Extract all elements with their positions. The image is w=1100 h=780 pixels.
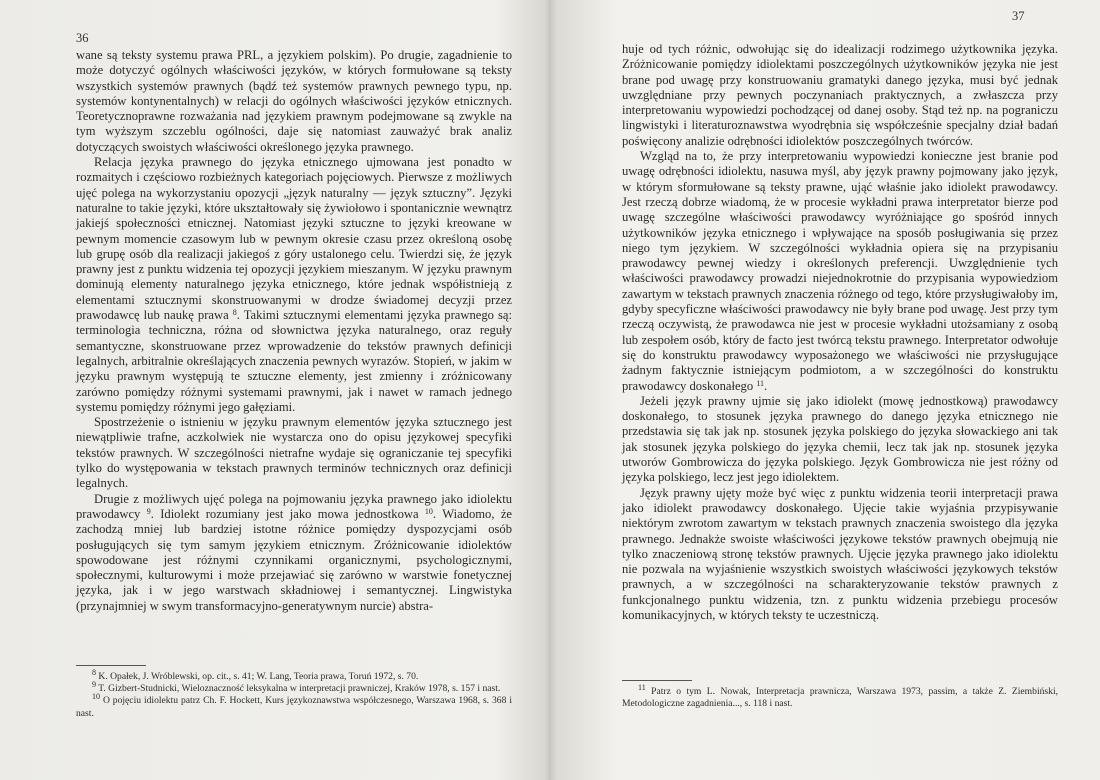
right-footnotes — [622, 683, 1059, 710]
paragraph: Spostrzeżenie o istnieniu w języku prawnym elementów języka sztucznego jest niewątpliwie trafne, aczkolwiek nie wystarcza ono do opisu językowej specyfiki tekstów prawnych. W szczególności nietrafne wydaje się ograniczanie tej specyfiki tylko do występowania w tekstach prawnych terminów technicznych oraz definicji legalnych. — [76, 415, 512, 491]
paragraph: Relacja języka prawnego do języka etnicznego ujmowana jest ponadto w rozmaitych i częściowo rozbieżnych kategoriach pojęciowych. Pierwsze z możliwych ujęć polega na wykorzystaniu opozycji „język naturalny — język sztuczny”. Języki naturalne to takie języki, które ukształtowały się żywiołowo i spontanicznie wewnątrz jakiejś społeczności etnicznej. Natomiast języki sztuczne to języki kreowane w pewnym momencie czasowym lub w pewnym okresie czasu przez określoną osobę lub grupę osób dla realizacji jakiegoś z góry ustalonego celu. Twierdzi się, że język prawny jest z punktu widzenia tej opozycji językiem mieszanym. W języku prawnym dominują elementy naturalnego języka etnicznego, które jednak współistnieją z elementami sztucznymi skonstruowanymi w drodze świadomej decyzji przez prawodawcę lub naukę prawa $^8$. Takimi sztucznymi elementami języka prawnego są: terminologia techniczna, różna od słownictwa języka naturalnego, oraz reguły semantyczne, skonstruowane przez wprowadzenie do tekstów prawnych definicji legalnych, arbitralnie określających znaczenia pewnych wyrazów. Stopień, w jakim w języku prawnym występują te sztuczne elementy, jest zmienny i zróżnicowany zarówno pomiędzy różnymi systemami prawnymi, jak i nawet w ramach jednego systemu pomiędzy różnymi jego gałęziami. — [76, 155, 512, 414]
footnote: $^8$ K. Opałek, J. Wróblewski, op. cit., s. 41; W. Lang, Teoria prawa, Toruń 1972, s. 70. — [92, 668, 419, 682]
footnote: $^{10}$ O pojęciu idiolektu patrz Ch. F. Hockett, Kurs językoznawstwa współczesnego, Warszawa 1968, s. 368 i nast. — [76, 692, 512, 719]
paragraph: Drugie z możliwych ujęć polega na pojmowaniu języka prawnego jako idiolektu prawodawcy $^9$. Idiolekt rozumiany jest jako mowa jednostkowa $^{10}$. Wiadomo, że zachodzą mniej lub bardziej istotne różnice pomiędzy dyspozycjami osób posługujących się tym samym językiem etnicznym. Zróżnicowanie idiolektów spowodowane jest różnymi czynnikami organicznymi, psychologicznymi, społecznymi, kulturowymi i może przejawiać się zarówno w warstwie fonetycznej języka, jak i w jego warstwach składniowej i semantycznej. Lingwistyka (przynajmniej w swym transformacyjno-generatywnym nurcie) abstra- — [76, 491, 513, 613]
footnote-ref: 10 — [424, 506, 433, 516]
paragraph: Jeżeli język prawny ujmie się jako idiolekt (mowę jednostkową) prawodawcy doskonałego, to stosunek języka prawnego do danego języka etnicznego nie przedstawia się tak jak np. stosunek języka polskiego do języka słowackiego ani tak jak stosunek języka polskiego do języka chemii, lecz tak jak np. stosunek języka utworów Gombrowicza do języka polskiego. Język Gombrowicza nie jest różny od języka polskiego, lecz jest jego idiolektem. — [622, 393, 1058, 485]
footnote-ref: 11 — [756, 378, 765, 388]
paragraph: Wzgląd na to, że przy interpretowaniu wypowiedzi konieczne jest branie pod uwagę odrębności idiolektu, nasuwa myśl, aby język prawny pojmowany jako język, w którym sformułowane są teksty prawne, ująć właśnie jako idiolekt prawodawcy. Jest rzeczą dobrze wiadomą, że w procesie wykładni prawa interpretator bierze pod uwagę szczególne właściwości prawodawcy wyróżniające go spośród innych użytkowników języka etnicznego i wpływające na sposób posługiwania się przez niego tym językiem. W szczególności wykładnia opiera się na przypisaniu prawodawcy pewnej wiedzy i określonych preferencji. Uwzględnienie tych właściwości prawodawcy prowadzi niejednokrotnie do przypisania wypowiedziom zawartym w tekstach prawnych znaczenia różnego od tego, które przysługiwałoby im, gdyby specyficzne właściwości prawodawcy nie były brane pod uwagę. Jest przy tym rzeczą oczywistą, że prawodawca nie jest w procesie wykładni utożsamiany z osobą lub zespołem osób, który de facto jest twórcą tekstu prawnego. Interpretator odwołuje się do konstruktu prawodawcy wyposażonego we właściwości nie przysługujące żadnym faktycznie istniejącym podmiotom, a w szczególności do konstruktu prawodawcy doskonałego $^{11}$. — [622, 149, 1058, 393]
footnote: $^{11}$ Patrz o tym L. Nowak, Interpretacja prawnicza, Warszawa 1973, passim, a także Z. Ziembiński, Metodologiczne zagadnienia..., s. 118 i nast. — [622, 683, 1059, 710]
page-number-left: 36 — [76, 31, 89, 45]
paragraph: Język prawny ujęty może być więc z punktu widzenia teorii interpretacji prawa jako idiolekt prawodawcy doskonałego. Ujęcie takie wyjaśnia przypisywanie niektórym zwrotom zawartym w tekstach prawnych znaczenia swoistego dla języka prawnego. Jednakże swoiste właściwości językowe tekstów prawnych obejmują nie tylko znaczeniową stronę tekstów prawnych. Ujęcie języka prawnego jako idiolektu nie pozwala na wyjaśnienie wszystkich swoistych właściwości językowych tekstów prawnych, a w szczególności na scharakteryzowanie tekstów prawnych z funkcjonalnego punktu widzenia, tzn. z punktu widzenia przebiegu procesów komunikacyjnych, w których teksty te uczestniczą. — [622, 485, 1058, 622]
page-number-right: 37 — [1012, 9, 1025, 23]
right-body-text — [622, 42, 1058, 623]
right-page — [550, 0, 1100, 780]
footnote-ref: 8 — [232, 308, 237, 318]
footnote-divider — [76, 665, 146, 666]
left-body-text — [76, 48, 512, 614]
paragraph: wane są teksty systemu prawa PRL, a językiem polskim). Po drugie, zagadnienie to może dotyczyć ogólnych właściwości języków, w których formułowane są teksty wszystkich systemów prawnych (bądź też systemów prawnych pewnego typu, np. systemów kontynentalnych) w relacji do ogólnych właściwości języków etnicznych. Teoretycznoprawne rozważania nad językiem prawnym podejmowane są zwykle na tym wyższym szczeblu ogólności, daje się natomiast zauważyć brak analiz dotyczących swoistych właściwości określonego języka prawnego. — [76, 48, 512, 154]
left-footnotes — [76, 668, 512, 720]
footnote-ref: 9 — [146, 506, 151, 516]
footnote: $^9$ T. Gizbert-Studnicki, Wieloznaczność leksykalna w interpretacji prawniczej, Kraków 1978, s. 157 i nast. — [92, 680, 501, 695]
paragraph: huje od tych różnic, odwołując się do idealizacji rodzimego użytkownika języka. Zróżnicowanie pomiędzy idiolektami poszczególnych użytkowników języka nie jest brane pod uwagę przy konstruowaniu gramatyki danego języka, musi być jednak uwzględniane przy pewnych poczynaniach praktycznych, a zwłaszcza przy interpretowaniu wypowiedzi pochodzącej od danej osoby. Stąd też np. na pograniczu lingwistyki i literaturoznawstwa wyodrębnia się współcześnie specjalny dział badań poświęcony analizie odrębności idiolektów poszczególnych twórców. — [622, 42, 1058, 148]
footnote-divider — [622, 680, 692, 681]
